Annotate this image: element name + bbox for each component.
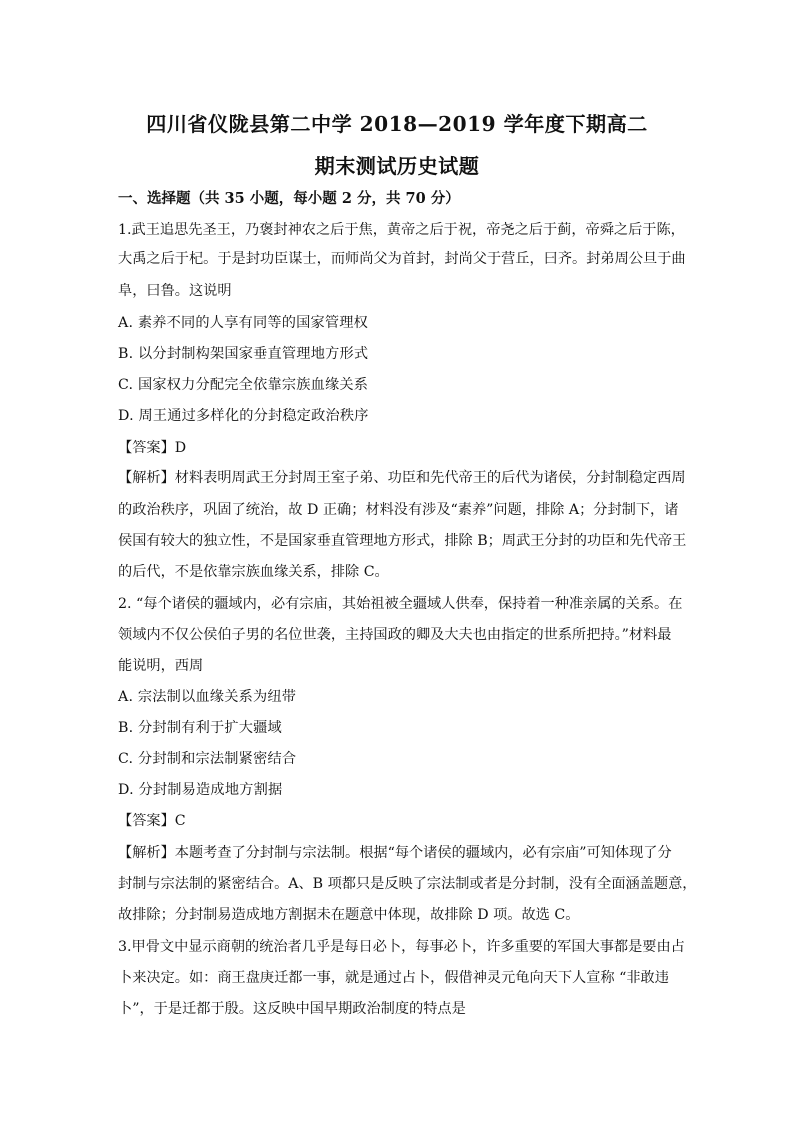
q2-option-a: A. 宗法制以血缘关系为纽带 bbox=[118, 689, 297, 705]
document-title-line-1: 四川省仪陇县第二中学 2018—2019 学年度下期高二 bbox=[146, 112, 648, 136]
q1-analysis-line: 的政治秩序，巩固了统治，故 D 正确；材料没有涉及“素养”问题，排除 A；分封制下，诸 bbox=[118, 502, 679, 518]
q2-analysis-line: 【解析】本题考查了分封制与宗法制。根据“每个诸侯的疆域内，必有宗庙”可知体现了分 bbox=[118, 845, 672, 861]
q2-option-c: C. 分封制和宗法制紧密结合 bbox=[118, 751, 297, 767]
q2-option-b: B. 分封制有利于扩大疆域 bbox=[118, 720, 282, 736]
q1-option-a: A. 素养不同的人享有同等的国家管理权 bbox=[118, 315, 369, 331]
q1-option-d: D. 周王通过多样化的分封稳定政治秩序 bbox=[118, 408, 369, 424]
q2-stem-line: 能说明，西周 bbox=[118, 658, 204, 674]
q1-option-c: C. 国家权力分配完全依靠宗族血缘关系 bbox=[118, 377, 369, 393]
q2-analysis-line: 故排除；分封制易造成地方割据未在题意中体现，故排除 D 项。故选 C。 bbox=[118, 907, 580, 923]
document-title-line-2: 期末测试历史试题 bbox=[314, 154, 480, 178]
q3-stem-line: 3.甲骨文中显示商朝的统治者几乎是每日必卜，每事必卜，许多重要的军国大事都是要由占 bbox=[118, 939, 685, 955]
q2-analysis-line: 封制与宗法制的紧密结合。A、B 项都只是反映了宗法制或者是分封制，没有全面涵盖题意， bbox=[118, 876, 697, 892]
q2-stem-line: 2. “每个诸侯的疆域内，必有宗庙，其始祖被全疆域人供奉，保持着一种准亲属的关系。在 bbox=[118, 596, 683, 612]
q1-analysis-line: 侯国有较大的独立性，不是国家垂直管理地方形式，排除 B；周武王分封的功臣和先代帝王 bbox=[118, 533, 687, 549]
q2-stem-line: 领域内不仅公侯伯子男的名位世袭，主持国政的卿及大夫也由指定的世系所把持。”材料最 bbox=[118, 627, 672, 643]
q1-stem-line: 阜，曰鲁。这说明 bbox=[118, 283, 232, 299]
section-heading: 一、选择题（共 35 小题，每小题 2 分，共 70 分） bbox=[118, 190, 460, 207]
q3-stem-line: 卜来决定。如：商王盘庚迁都一事，就是通过占卜，假借神灵元龟向天下人宣称 “非敢违 bbox=[118, 970, 669, 986]
q3-stem-line: 卜”，于是迁都于殷。这反映中国早期政治制度的特点是 bbox=[118, 1001, 466, 1017]
q1-answer: 【答案】D bbox=[118, 440, 187, 456]
q1-analysis-line: 的后代，不是依靠宗族血缘关系，排除 C。 bbox=[118, 564, 389, 580]
q1-stem-line: 大禹之后于杞。于是封功臣谋士，而师尚父为首封，封尚父于营丘，曰齐。封弟周公旦于曲 bbox=[118, 251, 686, 267]
q2-option-d: D. 分封制易造成地方割据 bbox=[118, 782, 283, 798]
q1-analysis-line: 【解析】材料表明周武王分封周王室子弟、功臣和先代帝王的后代为诸侯，分封制稳定西周 bbox=[118, 470, 686, 486]
q1-stem-line: 1.武王追思先圣王，乃褒封神农之后于焦，黄帝之后于祝，帝尧之后于蓟，帝舜之后于陈， bbox=[118, 222, 685, 238]
q1-option-b: B. 以分封制构架国家垂直管理地方形式 bbox=[118, 346, 369, 362]
q2-answer: 【答案】C bbox=[118, 813, 186, 829]
